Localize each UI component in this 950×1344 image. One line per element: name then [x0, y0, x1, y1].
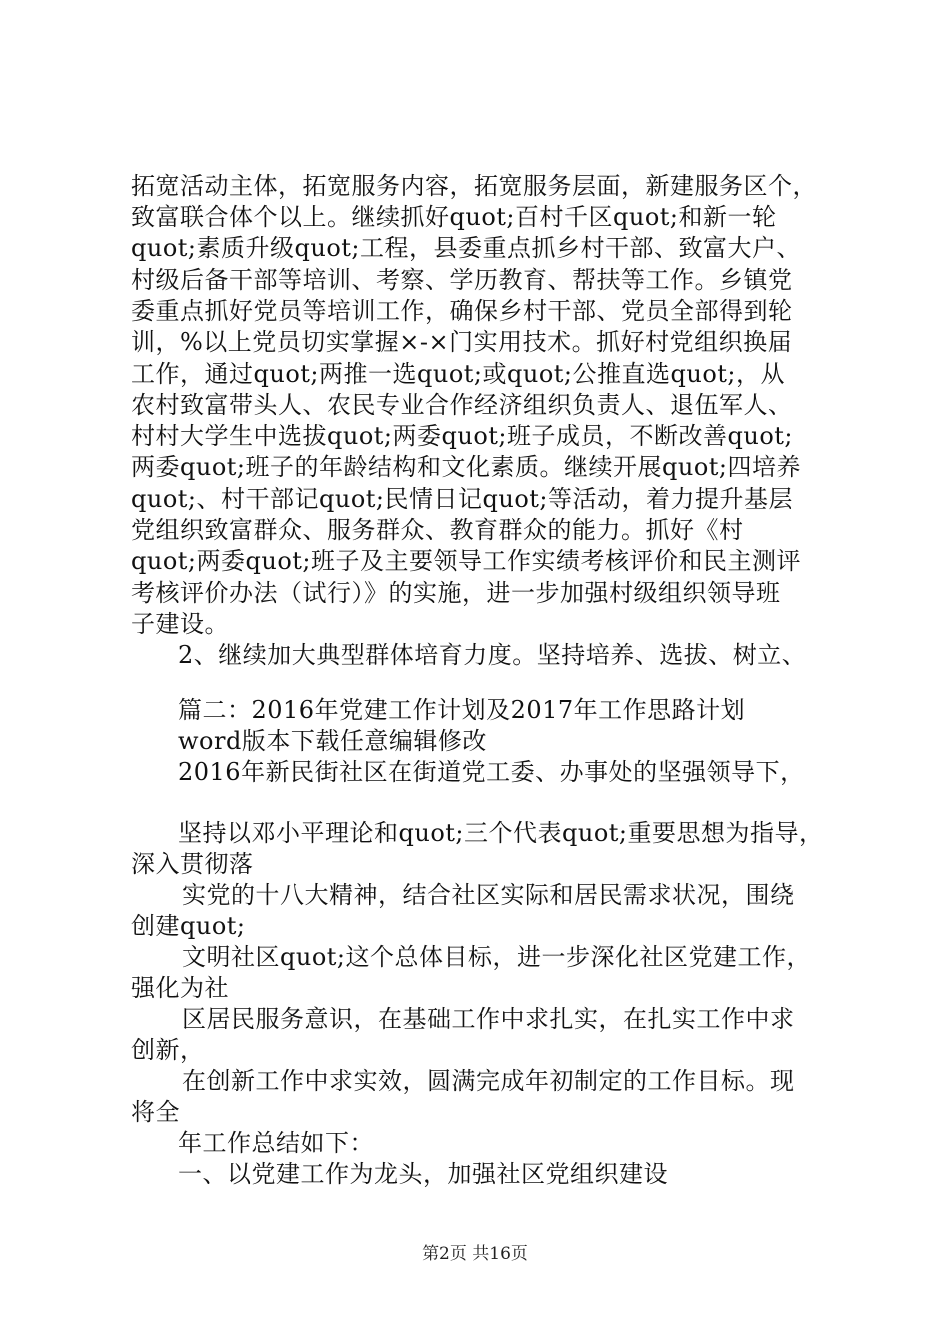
text-line: quot;素质升级quot;工程，县委重点抓乡村干部、致富大户、 [131, 234, 801, 262]
text-line: 农村致富带头人、农民专业合作经济组织负责人、退伍军人、 [131, 391, 793, 419]
text-line: 村级后备干部等培训、考察、学历教育、帮扶等工作。乡镇党 [131, 266, 793, 294]
text-line: 将全 [131, 1098, 180, 1126]
text-line: 子建设。 [131, 610, 229, 638]
text-line: 拓宽活动主体，拓宽服务内容，拓宽服务层面，新建服务区个， [131, 172, 817, 200]
text-line: 工作，通过quot;两推一选quot;或quot;公推直选quot;，从 [131, 360, 785, 388]
text-line: 两委quot;班子的年龄结构和文化素质。继续开展quot;四培养 [131, 453, 801, 481]
text-line: 考核评价办法（试行）》的实施，进一步加强村级组织领导班 [131, 579, 781, 607]
text-line: 在创新工作中求实效，圆满完成年初制定的工作目标。现 [182, 1067, 795, 1095]
text-line: 文明社区quot;这个总体目标，进一步深化社区党建工作， [182, 943, 811, 971]
text-line: quot;、村干部记quot;民情日记quot;等活动，着力提升基层 [131, 485, 793, 513]
text-line: 实党的十八大精神，结合社区实际和居民需求状况，围绕 [182, 881, 795, 909]
list-item-2: 2、继续加大典型群体培育力度。坚持培养、选拔、树立、 [178, 641, 807, 669]
section-title-continued: word版本下载任意编辑修改 [178, 727, 487, 755]
text-line: 坚持以邓小平理论和quot;三个代表quot;重要思想为指导， [178, 819, 824, 847]
text-line: 深入贯彻落 [131, 850, 254, 878]
text-line: 区居民服务意识，在基础工作中求扎实，在扎实工作中求 [182, 1005, 795, 1033]
subheading: 一、以党建工作为龙头，加强社区党组织建设 [178, 1160, 668, 1188]
text-line: quot;两委quot;班子及主要领导工作实绩考核评价和民主测评 [131, 547, 801, 575]
text-line: 强化为社 [131, 974, 229, 1002]
text-line: 训，%以上党员切实掌握×-×门实用技术。抓好村党组织换届 [131, 328, 793, 356]
section-intro: 2016年新民街社区在街道党工委、办事处的坚强领导下， [178, 758, 805, 786]
text-line: 年工作总结如下： [178, 1129, 374, 1157]
page-number: 第2页 共16页 [422, 1244, 528, 1264]
text-line: 党组织致富群众、服务群众、教育群众的能力。抓好《村 [131, 516, 744, 544]
text-line: 创建quot; [131, 912, 246, 940]
text-line: 创新， [131, 1036, 205, 1064]
section-title: 篇二：2016年党建工作计划及2017年工作思路计划 [178, 696, 746, 724]
text-line: 致富联合体个以上。继续抓好quot;百村千区quot;和新一轮 [131, 203, 777, 231]
text-line: 村村大学生中选拔quot;两委quot;班子成员，不断改善quot; [131, 422, 793, 450]
text-line: 委重点抓好党员等培训工作，确保乡村干部、党员全部得到轮 [131, 297, 793, 325]
